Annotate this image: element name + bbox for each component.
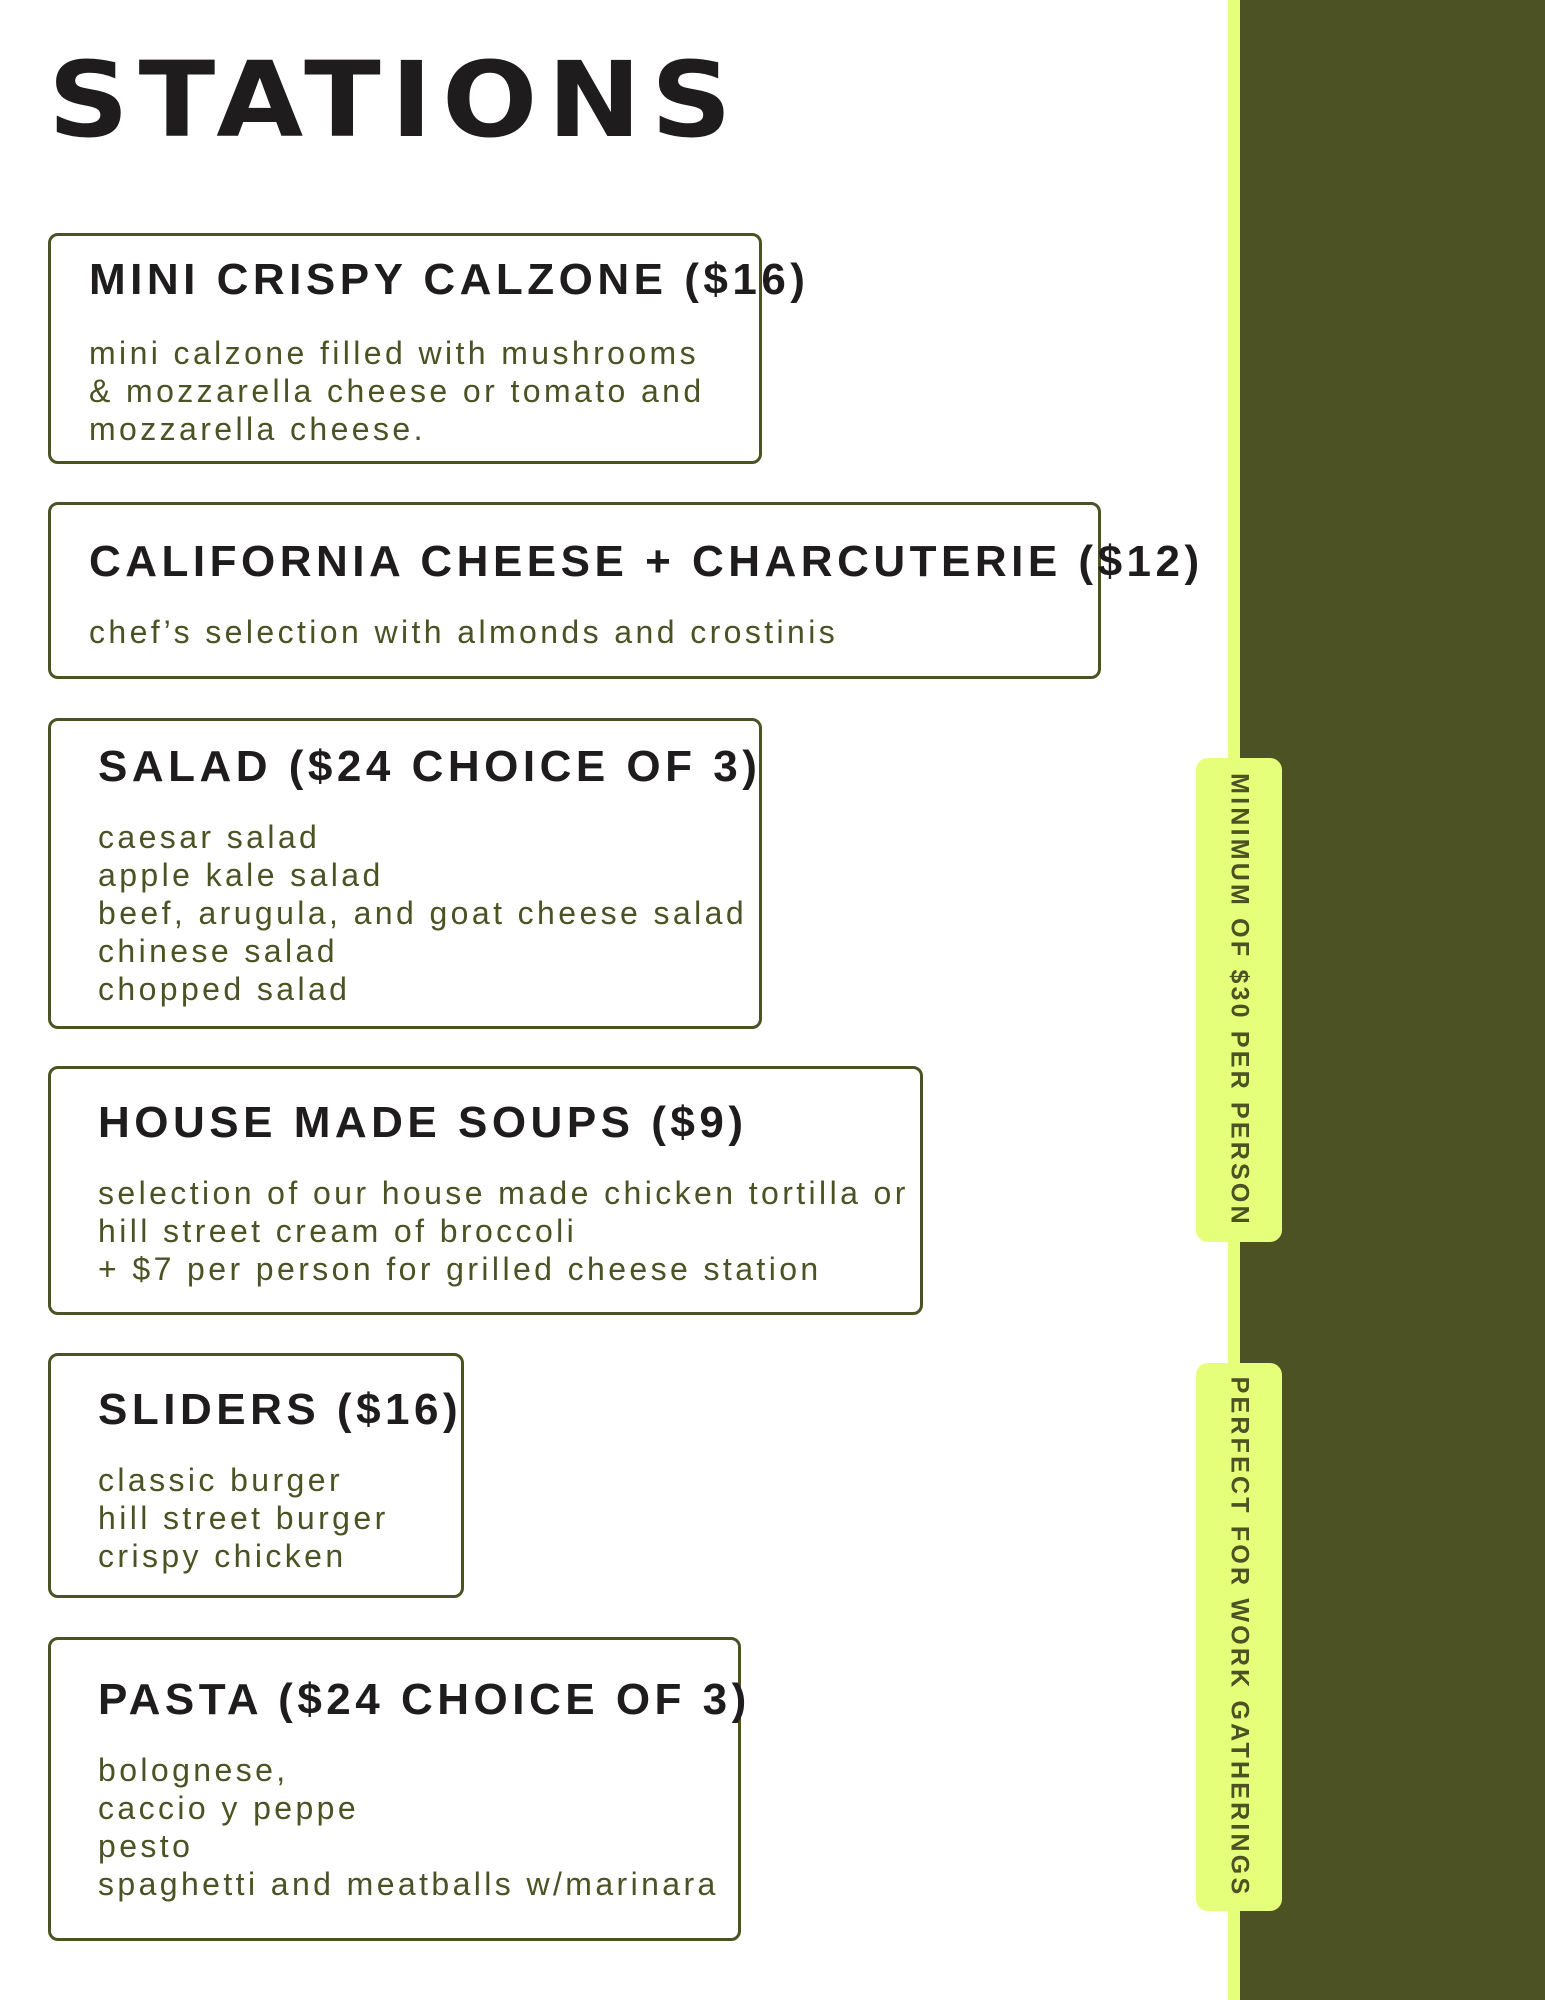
station-line: selection of our house made chicken tortilla or bbox=[98, 1175, 909, 1211]
station-line: mozzarella cheese. bbox=[89, 411, 426, 447]
station-card-sliders bbox=[48, 1353, 464, 1598]
station-title: MINI CRISPY CALZONE ($16) bbox=[89, 255, 810, 304]
station-line: bolognese, bbox=[98, 1752, 289, 1788]
station-title: CALIFORNIA CHEESE + CHARCUTERIE ($12) bbox=[89, 537, 1204, 586]
station-line: spaghetti and meatballs w/marinara bbox=[98, 1866, 719, 1902]
station-line: + $7 per person for grilled cheese station bbox=[98, 1251, 822, 1287]
station-description bbox=[98, 818, 759, 1008]
page-title: STATIONS bbox=[48, 39, 742, 161]
station-line: & mozzarella cheese or tomato and bbox=[89, 373, 705, 409]
station-description bbox=[98, 1751, 738, 1903]
station-line: caccio y peppe bbox=[98, 1790, 360, 1826]
station-title: PASTA ($24 CHOICE OF 3) bbox=[98, 1675, 751, 1724]
station-line: chinese salad bbox=[98, 933, 338, 969]
station-description bbox=[98, 1461, 461, 1575]
station-line: hill street cream of broccoli bbox=[98, 1213, 578, 1249]
station-line: classic burger bbox=[98, 1462, 344, 1498]
station-card-calzone bbox=[48, 233, 810, 464]
station-card-soups bbox=[48, 1066, 923, 1315]
tag-text: MINIMUM OF $30 PER PERSON bbox=[1225, 773, 1254, 1227]
station-line: apple kale salad bbox=[98, 857, 384, 893]
station-line: chopped salad bbox=[98, 971, 351, 1007]
station-title: SALAD ($24 CHOICE OF 3) bbox=[98, 742, 762, 791]
station-line: caesar salad bbox=[98, 819, 321, 855]
station-description bbox=[89, 613, 1098, 651]
station-description bbox=[98, 1174, 920, 1288]
tag-text: PERFECT FOR WORK GATHERINGS bbox=[1225, 1376, 1254, 1898]
station-line: chef’s selection with almonds and crostinis bbox=[89, 614, 839, 650]
station-card-cheese-charcuterie bbox=[48, 502, 1204, 679]
station-line: pesto bbox=[98, 1828, 194, 1864]
station-line: hill street burger bbox=[98, 1500, 389, 1536]
station-card-salad bbox=[48, 718, 762, 1029]
station-description bbox=[89, 334, 759, 448]
minimum-spend-tag bbox=[1196, 758, 1282, 1242]
station-title: HOUSE MADE SOUPS ($9) bbox=[98, 1098, 748, 1147]
station-line: crispy chicken bbox=[98, 1538, 347, 1574]
station-line: mini calzone filled with mushrooms bbox=[89, 335, 700, 371]
station-line: beef, arugula, and goat cheese salad bbox=[98, 895, 748, 931]
work-gatherings-tag bbox=[1196, 1363, 1282, 1911]
station-card-pasta bbox=[48, 1637, 751, 1941]
station-title: SLIDERS ($16) bbox=[98, 1385, 463, 1434]
